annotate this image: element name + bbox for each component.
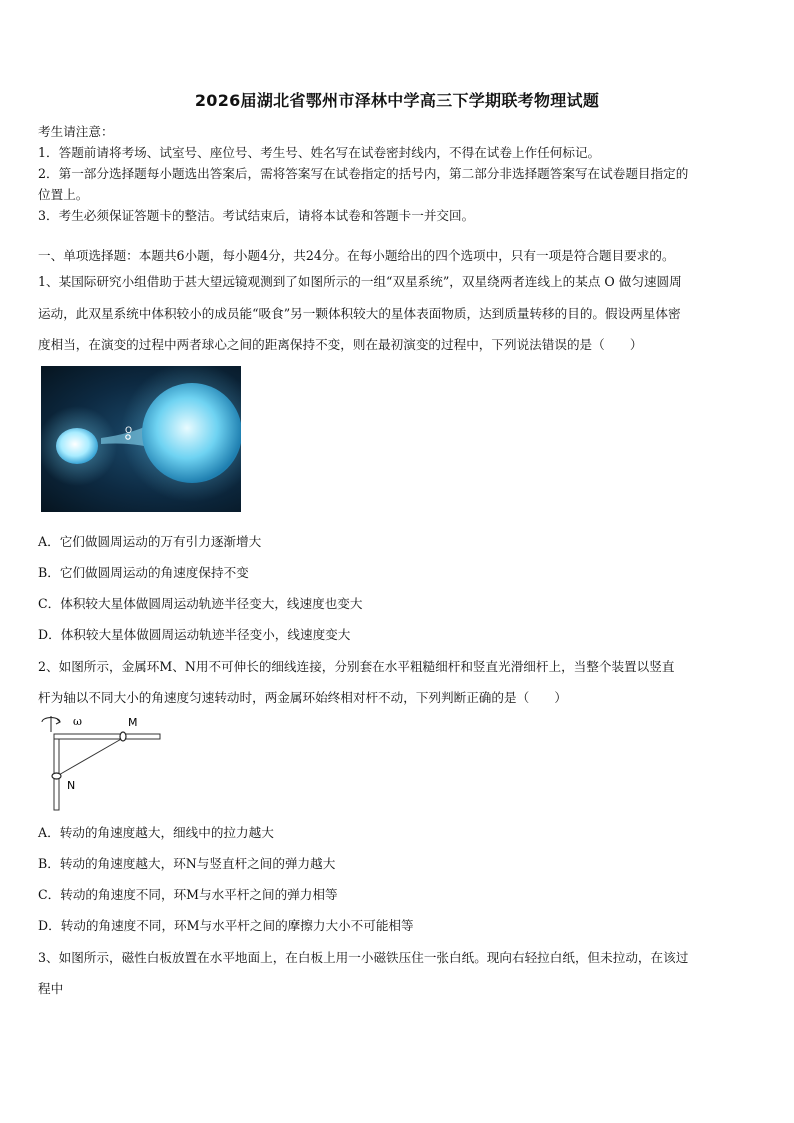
- question-3-text: 3、如图所示，磁性白板放置在水平地面上，在白板上用一小磁铁压住一张白纸。现向右轻拉白纸，但未拉动，在该过: [38, 950, 689, 965]
- label-omega: ω: [73, 715, 82, 728]
- label-m: M: [128, 716, 138, 729]
- binary-star-illustration: [41, 366, 241, 512]
- question-2-option-a: A．转动的角速度越大，细线中的拉力越大: [38, 825, 274, 840]
- rotating-rod-figure: [40, 712, 165, 812]
- label-n: N: [67, 779, 76, 792]
- connecting-string: [57, 738, 123, 776]
- question-1-option-a: A．它们做圆周运动的万有引力逐渐增大: [38, 534, 262, 549]
- section-heading: 一、单项选择题：本题共6小题，每小题4分，共24分。在每小题给出的四个选项中，只有一项是符合题目要求的。: [38, 248, 675, 263]
- notice-heading: 考生请注意：: [38, 124, 114, 139]
- question-1-text: 度相当，在演变的过程中两者球心之间的距离保持不变，则在最初演变的过程中，下列说法错误的是（ ）: [38, 337, 643, 352]
- large-star: [142, 383, 241, 483]
- question-2-text: 2、如图所示，金属环M、N用不可伸长的细线连接，分别套在水平粗糙细杆和竖直光滑细杆上，当整个装置以竖直: [38, 659, 675, 674]
- question-1-text: 1、某国际研究小组借助于甚大望远镜观测到了如图所示的一组“双星系统”，双星绕两者连线上的某点 O 做匀速圆周: [38, 274, 682, 289]
- small-star: [56, 428, 98, 464]
- notice-item: 位置上。: [38, 187, 89, 202]
- binary-star-figure: [41, 366, 241, 512]
- notice-item: 2．第一部分选择题每小题选出答案后，需将答案写在试卷指定的括号内，第二部分非选择题答案写在试卷题目指定的: [38, 166, 689, 181]
- ring-n: [52, 773, 61, 779]
- question-1-text: 运动，此双星系统中体积较小的成员能“吸食”另一颗体积较大的星体表面物质，达到质量转移的目的。假设两星体密: [38, 306, 681, 321]
- question-2-option-d: D．转动的角速度不同，环M与水平杆之间的摩擦力大小不可能相等: [38, 918, 414, 933]
- vertical-rod: [54, 734, 59, 810]
- question-2-option-c: C．转动的角速度不同，环M与水平杆之间的弹力相等: [38, 887, 338, 902]
- notice-item: 3．考生必须保证答题卡的整洁。考试结束后，请将本试卷和答题卡一并交回。: [38, 208, 475, 223]
- question-1-option-d: D．体积较大星体做圆周运动轨迹半径变小，线速度变大: [38, 627, 351, 642]
- question-1-option-c: C．体积较大星体做圆周运动轨迹半径变大，线速度也变大: [38, 596, 363, 611]
- notice-item: 1．答题前请将考场、试室号、座位号、考生号、姓名写在试卷密封线内，不得在试卷上作任何标记。: [38, 145, 601, 160]
- question-2-option-b: B．转动的角速度越大，环N与竖直杆之间的弹力越大: [38, 856, 336, 871]
- question-3-text: 程中: [38, 981, 64, 996]
- question-2-text: 杆为轴以不同大小的角速度匀速转动时，两金属环始终相对杆不动，下列判断正确的是（ ）: [38, 690, 567, 705]
- page-title: 2026届湖北省鄂州市泽林中学高三下学期联考物理试题: [194, 91, 600, 110]
- ring-m: [120, 732, 126, 741]
- figure-label-o: O: [125, 426, 133, 436]
- rotating-rod-diagram: [40, 712, 165, 812]
- horizontal-rod: [54, 734, 160, 739]
- question-1-option-b: B．它们做圆周运动的角速度保持不变: [38, 565, 249, 580]
